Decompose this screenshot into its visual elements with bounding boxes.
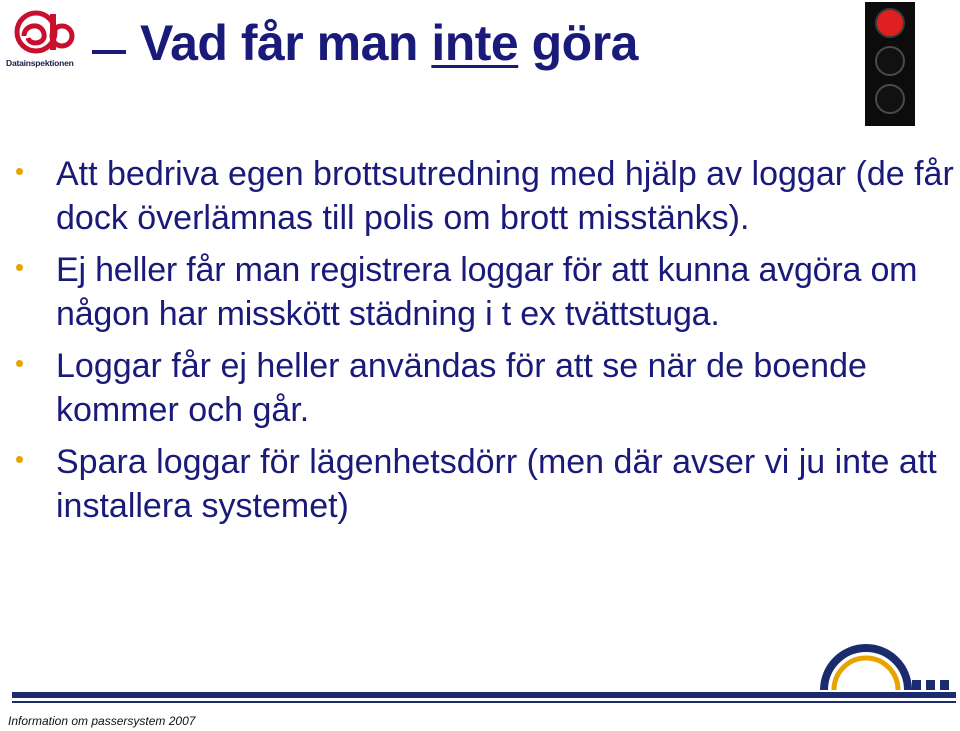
bullet-text-1: Att bedriva egen brottsutredning med hjälp av loggar (de får dock överlämnas till polis om brott misstänks). <box>56 155 954 237</box>
title-part-2: göra <box>518 15 638 71</box>
footer-rule-thin <box>12 701 956 703</box>
logo-text: Datainspektionen <box>6 58 74 68</box>
bullet-item-4 <box>14 440 954 528</box>
bullet-dot-icon <box>16 456 23 463</box>
title-dash <box>92 50 126 54</box>
bullet-dot-icon <box>16 360 23 367</box>
footer-rule <box>12 692 956 698</box>
bullet-dot-icon <box>16 264 23 271</box>
bullet-item-1 <box>14 152 954 240</box>
datainspektionen-logo <box>6 6 84 68</box>
bullet-item-3 <box>14 344 954 432</box>
title-emphasis: inte <box>431 15 519 71</box>
page-title <box>140 14 638 72</box>
title-part-1: Vad får man <box>140 15 432 71</box>
bullet-list <box>14 152 954 536</box>
bullet-text-3: Loggar får ej heller användas för att se när de boende kommer och går. <box>56 347 867 429</box>
bullet-text-2: Ej heller får man registrera loggar för att kunna avgöra om någon har misskött städning i t ex tvättstuga. <box>56 251 918 333</box>
traffic-light-icon <box>864 1 916 127</box>
bullet-dot-icon <box>16 168 23 175</box>
footer-text: Information om passersystem 2007 <box>8 714 196 728</box>
bullet-item-2 <box>14 248 954 336</box>
arc-logo-icon <box>818 634 960 694</box>
logo-mark-icon <box>6 6 84 58</box>
bullet-text-4: Spara loggar för lägenhetsdörr (men där avser vi ju inte att installera systemet) <box>56 443 937 525</box>
